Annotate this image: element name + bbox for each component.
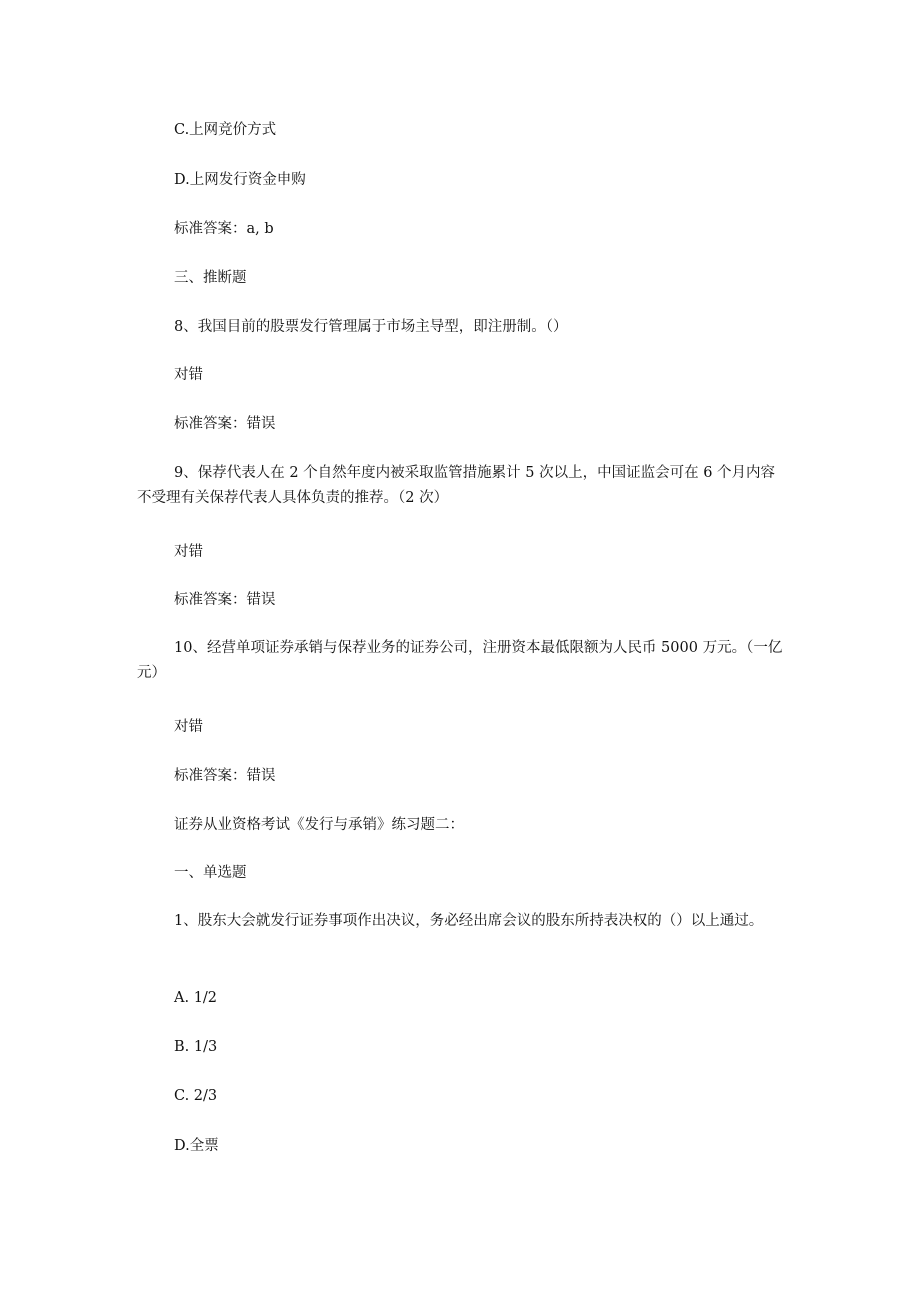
question-10: 10、经营单项证券承销与保荐业务的证券公司，注册资本最低限额为人民币 5000 万元。（一亿元） [137, 640, 783, 681]
option-c-previous: C.上网竞价方式 [174, 122, 277, 138]
exam-title: 证券从业资格考试《发行与承销》练习题二： [174, 817, 464, 833]
question-9-choices: 对错 [174, 544, 203, 560]
question-1-option-d: D.全票 [174, 1138, 219, 1154]
answer-previous: 标准答案：a, b [174, 221, 274, 237]
option-d-previous: D.上网发行资金申购 [174, 172, 306, 188]
section-heading-single-choice: 一、单选题 [174, 865, 247, 881]
question-8-choices: 对错 [174, 367, 203, 383]
question-1-option-a: A. 1/2 [174, 990, 218, 1006]
question-1-option-c: C. 2/3 [174, 1088, 218, 1104]
question-1-option-b: B. 1/3 [174, 1039, 218, 1055]
question-9-answer: 标准答案：错误 [174, 592, 276, 608]
section-heading-judgement: 三、推断题 [174, 270, 247, 286]
question-10-choices: 对错 [174, 719, 203, 735]
question-8: 8、我国目前的股票发行管理属于市场主导型，即注册制。（） [174, 319, 568, 335]
question-9: 9、保荐代表人在 2 个自然年度内被采取监管措施累计 5 次以上，中国证监会可在 6 个月内容不受理有关保荐代表人具体负责的推荐。（2 次） [137, 465, 776, 506]
question-1: 1、股东大会就发行证券事项作出决议，务必经出席会议的股东所持表决权的（）以上通过。 [174, 913, 764, 929]
question-8-answer: 标准答案：错误 [174, 416, 276, 432]
question-10-answer: 标准答案：错误 [174, 768, 276, 784]
